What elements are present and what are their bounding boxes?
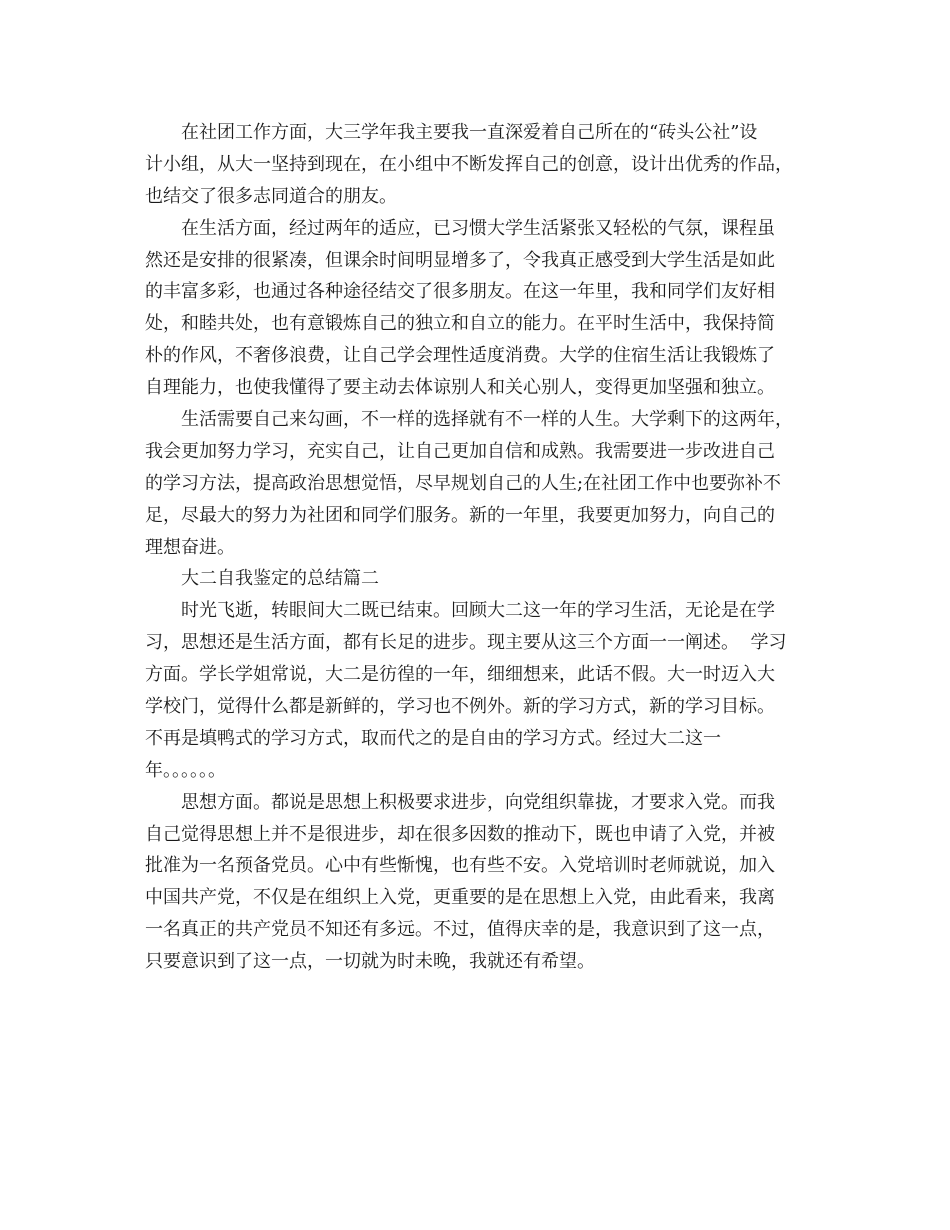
paragraph-study-review	[145, 595, 815, 786]
text-line: 只要意识到了这一点，一切就为时未晚，我就还有希望。	[145, 951, 595, 973]
paragraph-daily-life	[145, 213, 815, 404]
text-line: 我会更加努力学习，充实自己，让自己更加自信和成熟。我需要进一步改进自己	[145, 440, 775, 462]
text-line: 自己觉得思想上并不是很进步，却在很多因数的推动下，既也申请了入党，并被	[145, 823, 775, 845]
text-line: 学校门，觉得什么都是新鲜的，学习也不例外。新的学习方式，新的学习目标。	[145, 696, 775, 718]
section-title: 大二自我鉴定的总结篇二	[181, 568, 379, 590]
text-line: 也结交了很多志同道合的朋友。	[145, 185, 397, 207]
text-line: 思想方面。都说是思想上积极要求进步，向党组织靠拢，才要求入党。而我	[181, 791, 775, 813]
text-line: 批准为一名预备党员。心中有些惭愧，也有些不安。入党培训时老师就说，加入	[145, 855, 775, 877]
paragraph-thought-review	[145, 787, 815, 978]
text-line: 自理能力，也使我懂得了要主动去体谅别人和关心别人，变得更加坚强和独立。	[145, 377, 775, 399]
text-line: 的丰富多彩，也通过各种途径结交了很多朋友。在这一年里，我和同学们友好相	[145, 281, 775, 303]
text-line: 然还是安排的很紧凑，但课余时间明显增多了，令我真正感受到大学生活是如此	[145, 249, 775, 271]
text-line: 朴的作风，不奢侈浪费，让自己学会理性适度消费。大学的住宿生活让我锻炼了	[145, 345, 775, 367]
section-heading	[145, 563, 815, 595]
text-line: 方面。学长学姐常说，大二是彷徨的一年，细细想来，此话不假。大一时迈入大	[145, 664, 775, 686]
text-line: 计小组，从大一坚持到现在，在小组中不断发挥自己的创意，设计出优秀的作品，	[145, 153, 793, 175]
text-line: 不再是填鸭式的学习方式，取而代之的是自由的学习方式。经过大二这一	[145, 727, 721, 749]
paragraph-club-work	[145, 117, 815, 213]
text-line: 处，和睦共处，也有意锻炼自己的独立和自立的能力。在平时生活中，我保持简	[145, 313, 775, 335]
text-line: 生活需要自己来勾画，不一样的选择就有不一样的人生。大学剩下的这两年，	[181, 409, 793, 431]
text-line: 在生活方面，经过两年的适应，已习惯大学生活紧张又轻松的气氛，课程虽	[181, 217, 775, 239]
text-line: 理想奋进。	[145, 536, 235, 558]
text-line: 的学习方法，提高政治思想觉悟，尽早规划自己的人生;在社团工作中也要弥补不	[145, 472, 782, 494]
text-line: 年。。。。。。	[145, 759, 226, 781]
text-line: 时光飞逝，转眼间大二既已结束。回顾大二这一年的学习生活，无论是在学	[181, 600, 775, 622]
text-line: 习，思想还是生活方面，都有长足的进步。现主要从这三个方面一一阐述。 学习	[145, 632, 787, 654]
text-line: 足，尽最大的努力为社团和同学们服务。新的一年里，我要更加努力，向自己的	[145, 504, 775, 526]
text-line: 中国共产党，不仅是在组织上入党，更重要的是在思想上入党，由此看来，我离	[145, 887, 775, 909]
document-body	[145, 117, 815, 978]
text-line: 一名真正的共产党员不知还有多远。不过，值得庆幸的是，我意识到了这一点，	[145, 919, 775, 941]
paragraph-future-plans	[145, 404, 815, 563]
text-line: 在社团工作方面，大三学年我主要我一直深爱着自己所在的“砖头公社”设	[181, 122, 758, 143]
